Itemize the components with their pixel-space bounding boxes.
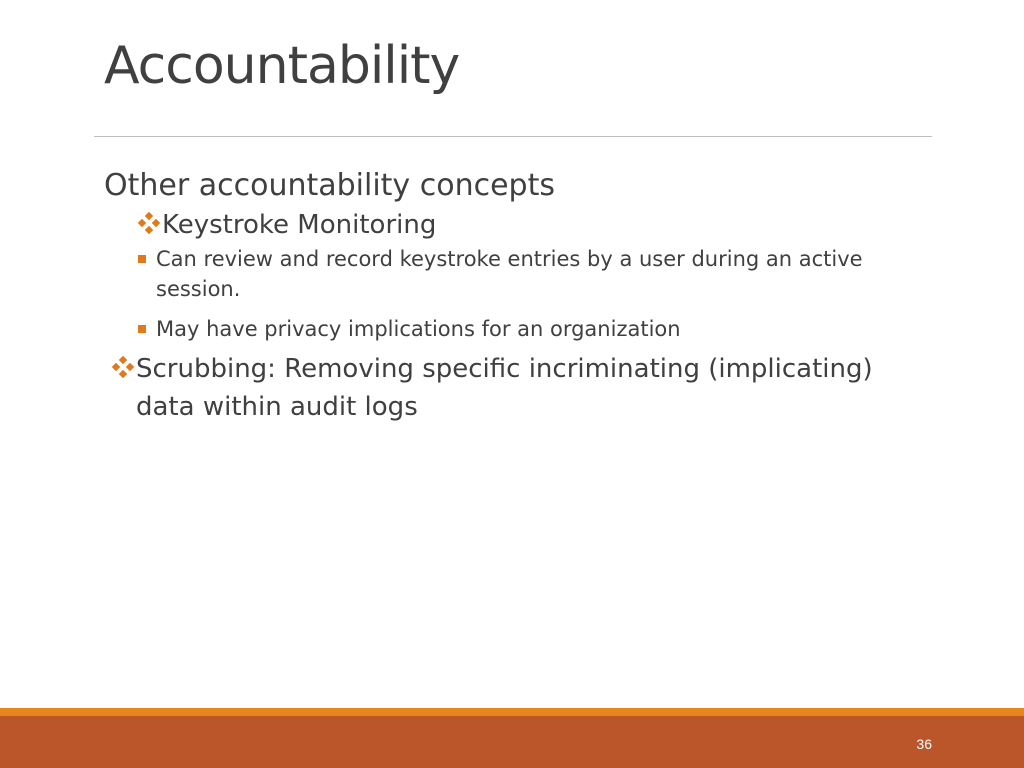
diamond-bullet-icon bbox=[136, 213, 162, 233]
square-bullet-icon bbox=[138, 325, 146, 333]
bullet-keystroke-monitoring bbox=[104, 206, 934, 244]
title-divider bbox=[94, 136, 932, 137]
bullet-text: Scrubbing: Removing specific incriminating (implicating) data within audit logs bbox=[136, 354, 873, 422]
sub-bullet-privacy bbox=[104, 314, 934, 344]
square-bullet-icon bbox=[138, 255, 146, 263]
footer-accent-stripe bbox=[0, 708, 1024, 716]
sub-bullet-review-record bbox=[104, 244, 934, 304]
bullet-scrubbing bbox=[104, 350, 934, 426]
section-heading: Other accountability concepts bbox=[104, 168, 555, 203]
slide-body bbox=[104, 166, 934, 426]
sub-bullet-text: Can review and record keystroke entries by a user during an active session. bbox=[156, 247, 863, 301]
sub-bullet-text: May have privacy implications for an organization bbox=[156, 317, 681, 341]
slide-title: Accountability bbox=[104, 36, 460, 96]
diamond-bullet-icon bbox=[110, 357, 136, 377]
footer-bar bbox=[0, 716, 1024, 768]
slide-number: 36 bbox=[916, 736, 932, 752]
bullet-text: Keystroke Monitoring bbox=[162, 210, 437, 240]
